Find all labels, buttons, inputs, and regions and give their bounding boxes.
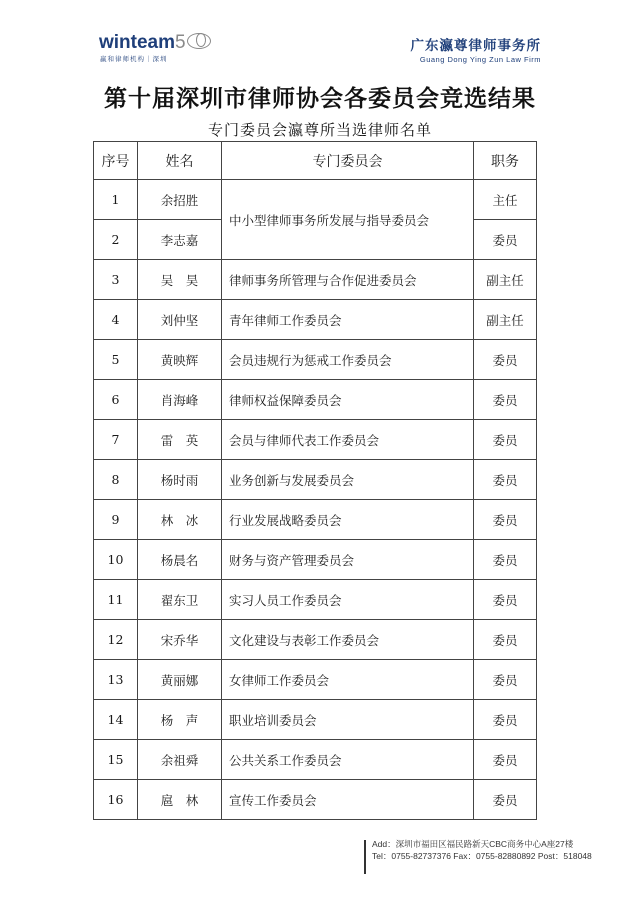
row-role: 委员 bbox=[474, 740, 537, 780]
row-role: 委员 bbox=[474, 460, 537, 500]
row-name: 杨晨名 bbox=[138, 540, 222, 580]
row-committee: 女律师工作委员会 bbox=[222, 660, 474, 700]
row-no: 12 bbox=[94, 620, 138, 660]
row-committee: 实习人员工作委员会 bbox=[222, 580, 474, 620]
row-no: 6 bbox=[94, 380, 138, 420]
table-row bbox=[94, 540, 537, 580]
header-name: 姓名 bbox=[138, 142, 222, 180]
row-committee: 会员违规行为惩戒工作委员会 bbox=[222, 340, 474, 380]
row-name: 杨时雨 bbox=[138, 460, 222, 500]
footer-address: Add：深圳市福田区福民路新天CBC商务中心A座27楼 bbox=[372, 839, 574, 849]
footer-contact: Tel：0755-82737376 Fax：0755-82880892 Post：518048 bbox=[372, 851, 592, 861]
table-row bbox=[94, 500, 537, 540]
row-role: 主任 bbox=[474, 180, 537, 220]
row-name: 翟东卫 bbox=[138, 580, 222, 620]
row-committee: 宣传工作委员会 bbox=[222, 780, 474, 820]
winteam-logo bbox=[99, 32, 239, 68]
table-row bbox=[94, 420, 537, 460]
row-committee: 财务与资产管理委员会 bbox=[222, 540, 474, 580]
row-name: 雷 英 bbox=[138, 420, 222, 460]
logo-number: 5 bbox=[175, 32, 186, 53]
row-role: 副主任 bbox=[474, 260, 537, 300]
row-role: 委员 bbox=[474, 340, 537, 380]
row-name: 肖海峰 bbox=[138, 380, 222, 420]
row-role: 委员 bbox=[474, 660, 537, 700]
document-title: 第十届深圳市律师协会各委员会竞选结果 bbox=[104, 85, 536, 112]
table-row bbox=[94, 300, 537, 340]
row-role: 委员 bbox=[474, 420, 537, 460]
row-committee: 中小型律师事务所发展与指导委员会 bbox=[222, 180, 474, 260]
header-no: 序号 bbox=[94, 142, 138, 180]
row-role: 委员 bbox=[474, 220, 537, 260]
row-no: 9 bbox=[94, 500, 138, 540]
row-no: 15 bbox=[94, 740, 138, 780]
header-committee: 专门委员会 bbox=[222, 142, 474, 180]
row-name: 扈 林 bbox=[138, 780, 222, 820]
firm-logo bbox=[411, 34, 542, 64]
table-row bbox=[94, 780, 537, 820]
row-role: 副主任 bbox=[474, 300, 537, 340]
header-role: 职务 bbox=[474, 142, 537, 180]
row-committee: 青年律师工作委员会 bbox=[222, 300, 474, 340]
row-committee: 文化建设与表彰工作委员会 bbox=[222, 620, 474, 660]
row-name: 黄映辉 bbox=[138, 340, 222, 380]
row-role: 委员 bbox=[474, 780, 537, 820]
row-no: 13 bbox=[94, 660, 138, 700]
footer-divider bbox=[364, 840, 366, 874]
row-role: 委员 bbox=[474, 540, 537, 580]
table-header-row bbox=[94, 142, 537, 180]
row-committee: 公共关系工作委员会 bbox=[222, 740, 474, 780]
firm-name-cn: 广东瀛尊律师事务所 bbox=[410, 38, 541, 54]
logo-wordmark: winteam bbox=[99, 32, 176, 53]
row-committee: 律师权益保障委员会 bbox=[222, 380, 474, 420]
logo-ring-icon bbox=[187, 33, 211, 49]
committee-roster-table bbox=[93, 141, 537, 820]
row-no: 8 bbox=[94, 460, 138, 500]
row-name: 余招胜 bbox=[138, 180, 222, 220]
row-name: 余祖舜 bbox=[138, 740, 222, 780]
row-role: 委员 bbox=[474, 580, 537, 620]
row-committee: 会员与律师代表工作委员会 bbox=[222, 420, 474, 460]
row-no: 16 bbox=[94, 780, 138, 820]
table-row bbox=[94, 620, 537, 660]
row-no: 1 bbox=[94, 180, 138, 220]
logo-subtitle: 赢和律师机构｜深圳 bbox=[100, 55, 168, 63]
table-row bbox=[94, 580, 537, 620]
row-committee: 律师事务所管理与合作促进委员会 bbox=[222, 260, 474, 300]
row-committee: 职业培训委员会 bbox=[222, 700, 474, 740]
row-no: 7 bbox=[94, 420, 138, 460]
row-name: 宋乔华 bbox=[138, 620, 222, 660]
row-name: 黄丽娜 bbox=[138, 660, 222, 700]
row-name: 刘仲坚 bbox=[138, 300, 222, 340]
table-row bbox=[94, 380, 537, 420]
row-name: 吴 昊 bbox=[138, 260, 222, 300]
letterhead bbox=[0, 0, 640, 70]
row-role: 委员 bbox=[474, 620, 537, 660]
row-no: 14 bbox=[94, 700, 138, 740]
row-role: 委员 bbox=[474, 700, 537, 740]
row-no: 10 bbox=[94, 540, 138, 580]
row-no: 4 bbox=[94, 300, 138, 340]
row-role: 委员 bbox=[474, 500, 537, 540]
row-no: 3 bbox=[94, 260, 138, 300]
table-row bbox=[94, 460, 537, 500]
row-committee: 行业发展战略委员会 bbox=[222, 500, 474, 540]
row-no: 11 bbox=[94, 580, 138, 620]
table-row bbox=[94, 340, 537, 380]
row-name: 杨 声 bbox=[138, 700, 222, 740]
document-subtitle: 专门委员会瀛尊所当选律师名单 bbox=[207, 121, 432, 139]
firm-name-en: Guang Dong Ying Zun Law Firm bbox=[419, 55, 541, 64]
row-committee: 业务创新与发展委员会 bbox=[222, 460, 474, 500]
table-row bbox=[94, 180, 537, 220]
row-role: 委员 bbox=[474, 380, 537, 420]
table-row bbox=[94, 660, 537, 700]
table-row bbox=[94, 740, 537, 780]
row-no: 2 bbox=[94, 220, 138, 260]
row-no: 5 bbox=[94, 340, 138, 380]
row-name: 林 冰 bbox=[138, 500, 222, 540]
table-row bbox=[94, 700, 537, 740]
letterhead-footer bbox=[364, 838, 624, 862]
row-name: 李志嘉 bbox=[138, 220, 222, 260]
table-row bbox=[94, 260, 537, 300]
